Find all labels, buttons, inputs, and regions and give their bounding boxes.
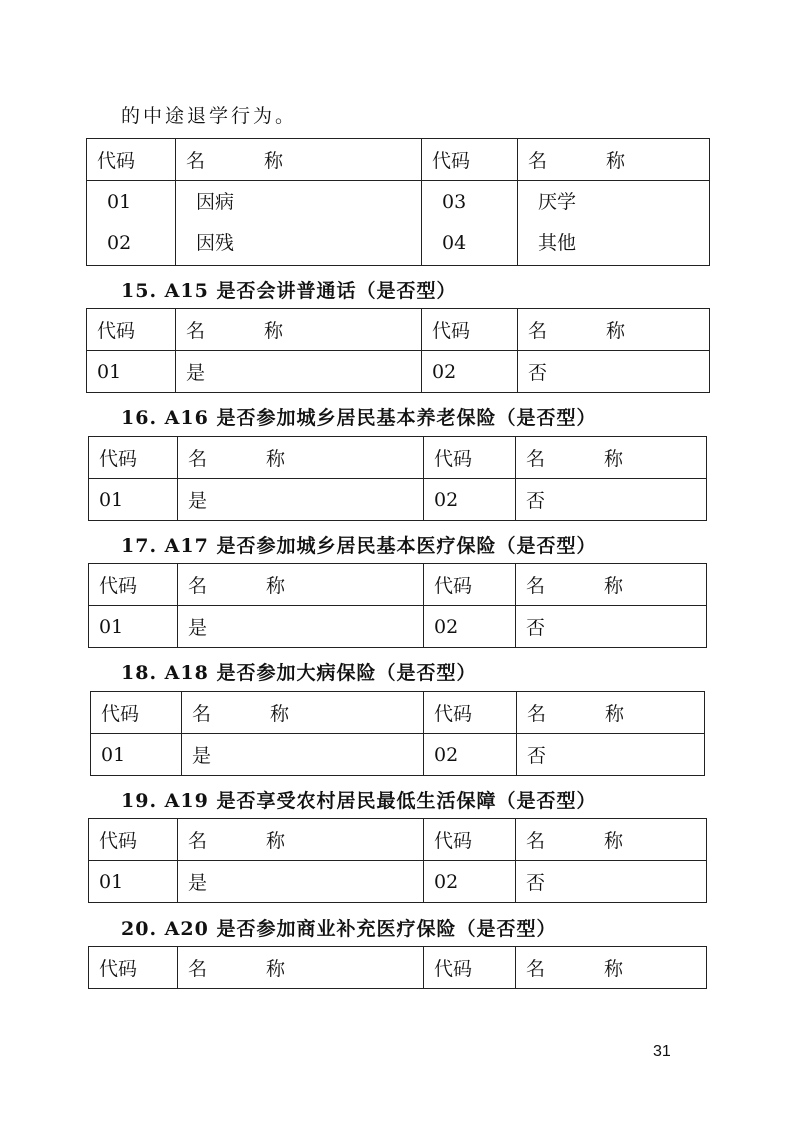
header-code: 代码 bbox=[422, 139, 518, 181]
header-name: 名 称 bbox=[517, 692, 705, 734]
table-header-row bbox=[89, 564, 707, 606]
code-value: 04 bbox=[442, 232, 467, 254]
code-value: 03 bbox=[442, 191, 467, 213]
table-header-row bbox=[87, 139, 710, 181]
section-heading-20: 20. A20 是否参加商业补充医疗保险（是否型） bbox=[121, 918, 557, 940]
code-table-19 bbox=[88, 818, 707, 903]
table-row bbox=[89, 479, 707, 521]
code-value: 01 bbox=[89, 479, 178, 521]
section-heading-18: 18. A18 是否参加大病保险（是否型） bbox=[121, 662, 477, 684]
table-row bbox=[91, 734, 705, 776]
name-value: 否 bbox=[516, 479, 707, 521]
header-name: 名 称 bbox=[178, 947, 424, 989]
code-value: 02 bbox=[424, 861, 516, 903]
code-table-16 bbox=[88, 436, 707, 521]
section-heading-15: 15. A15 是否会讲普通话（是否型） bbox=[121, 280, 457, 302]
header-name: 名 称 bbox=[182, 692, 424, 734]
code-value: 01 bbox=[91, 734, 182, 776]
code-value: 02 bbox=[424, 479, 516, 521]
header-name: 名 称 bbox=[176, 309, 422, 351]
header-code: 代码 bbox=[87, 139, 176, 181]
header-name: 名 称 bbox=[178, 437, 424, 479]
code-value: 02 bbox=[107, 232, 132, 254]
header-code: 代码 bbox=[89, 819, 178, 861]
header-code: 代码 bbox=[89, 564, 178, 606]
header-name: 名 称 bbox=[178, 564, 424, 606]
header-code: 代码 bbox=[424, 564, 516, 606]
table-header-row bbox=[89, 437, 707, 479]
header-code: 代码 bbox=[424, 947, 516, 989]
header-code: 代码 bbox=[89, 947, 178, 989]
table-row bbox=[89, 861, 707, 903]
table-row bbox=[87, 181, 710, 266]
code-value: 02 bbox=[424, 606, 516, 648]
code-table-17 bbox=[88, 563, 707, 648]
code-value: 01 bbox=[107, 191, 132, 213]
table-header-row bbox=[89, 819, 707, 861]
header-name: 名 称 bbox=[516, 437, 707, 479]
header-name: 名 称 bbox=[516, 564, 707, 606]
header-name: 名 称 bbox=[516, 819, 707, 861]
page-number: 31 bbox=[653, 1043, 671, 1060]
code-value: 02 bbox=[424, 734, 517, 776]
table-header-row bbox=[87, 309, 710, 351]
header-code: 代码 bbox=[89, 437, 178, 479]
table-header-row bbox=[89, 947, 707, 989]
header-name: 名 称 bbox=[518, 309, 710, 351]
header-name: 名 称 bbox=[178, 819, 424, 861]
name-value: 是 bbox=[178, 479, 424, 521]
code-table-20 bbox=[88, 946, 707, 989]
name-value: 否 bbox=[516, 861, 707, 903]
header-code: 代码 bbox=[424, 692, 517, 734]
code-value: 01 bbox=[87, 351, 176, 393]
name-value: 是 bbox=[176, 351, 422, 393]
code-value: 01 bbox=[89, 861, 178, 903]
name-value: 否 bbox=[516, 606, 707, 648]
code-value: 02 bbox=[422, 351, 518, 393]
code-table-18 bbox=[90, 691, 705, 776]
name-value: 是 bbox=[178, 606, 424, 648]
header-name: 名 称 bbox=[176, 139, 422, 181]
table-row bbox=[87, 351, 710, 393]
section-heading-16: 16. A16 是否参加城乡居民基本养老保险（是否型） bbox=[121, 407, 597, 429]
code-value: 01 bbox=[89, 606, 178, 648]
section-heading-17: 17. A17 是否参加城乡居民基本医疗保险（是否型） bbox=[121, 535, 597, 557]
name-value: 厌学 bbox=[538, 191, 577, 213]
section-heading-19: 19. A19 是否享受农村居民最低生活保障（是否型） bbox=[121, 790, 597, 812]
header-code: 代码 bbox=[87, 309, 176, 351]
name-value: 因病 bbox=[196, 191, 235, 213]
name-value: 其他 bbox=[538, 232, 577, 254]
name-value: 是 bbox=[178, 861, 424, 903]
code-table-15 bbox=[86, 308, 710, 393]
header-code: 代码 bbox=[424, 819, 516, 861]
table-header-row bbox=[91, 692, 705, 734]
header-code: 代码 bbox=[91, 692, 182, 734]
intro-text: 的中途退学行为。 bbox=[121, 105, 298, 127]
header-code: 代码 bbox=[424, 437, 516, 479]
table-row bbox=[89, 606, 707, 648]
name-value: 是 bbox=[182, 734, 424, 776]
header-name: 名 称 bbox=[518, 139, 710, 181]
name-value: 否 bbox=[518, 351, 710, 393]
code-table-14 bbox=[86, 138, 710, 266]
header-code: 代码 bbox=[422, 309, 518, 351]
header-name: 名 称 bbox=[516, 947, 707, 989]
name-value: 否 bbox=[517, 734, 705, 776]
name-value: 因残 bbox=[196, 232, 235, 254]
